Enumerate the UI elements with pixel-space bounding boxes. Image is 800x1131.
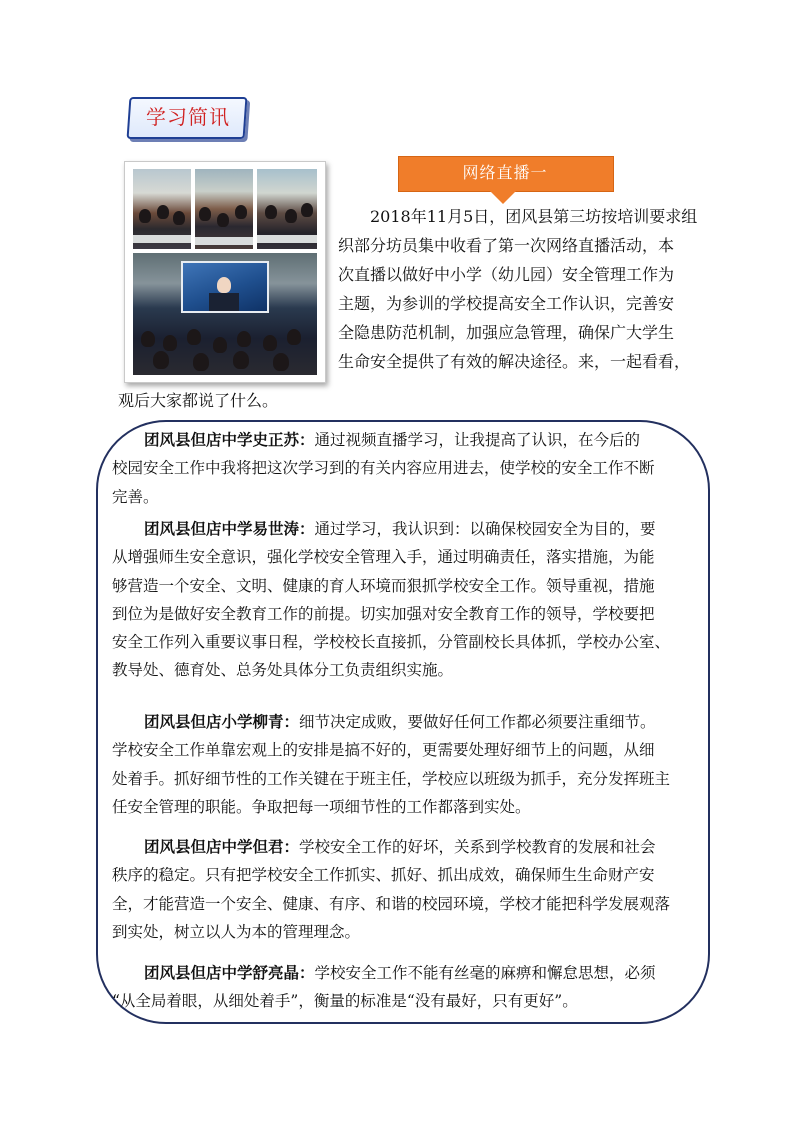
remark-text: 学校安全工作单靠宏观上的安排是搞不好的，更需要处理好细节上的问题，从细 [112,741,655,760]
remark-text: 学校安全工作不能有丝毫的麻痹和懈怠思想，必须 [314,964,656,982]
classroom-photo-1 [133,169,191,249]
remark-text: 完善。 [112,487,159,506]
banner-title: 网络直播一 [462,163,548,182]
projection-screen [181,261,269,313]
intro-line: 2018年11月5日，团风县第三坊按培训要求组 [370,207,698,226]
intro-line: 全隐患防范机制，加强应急管理，确保广大学生 [338,323,675,342]
remark-text: 到实处，树立以人为本的管理理念。 [112,922,361,941]
speaker-name: 团风县但店中学但君： [144,838,300,856]
photo-collage [124,161,326,383]
remark-text: 通过学习，我认识到：以确保校园安全为目的，要 [314,520,656,538]
intro-line: 次直播以做好中小学（幼儿园）安全管理工作为 [338,265,675,284]
remark-shu-liangjing [112,959,680,1016]
remark-text: 任安全管理的职能。争取把每一项细节性的工作都落到实处。 [112,797,531,816]
banner-arrow [489,190,517,204]
remark-text: 通过视频直播学习，让我提高了认识，在今后的 [314,431,641,449]
intro-line: 生命安全提供了有效的解决途径。来，一起看看， [338,352,691,371]
remark-text: 细节决定成败，要做好任何工作都必须要注重细节。 [299,713,656,731]
remark-shi-zhengsu [112,426,680,511]
remark-dan-jun [112,833,680,946]
remark-liu-qing [112,708,680,821]
classroom-photo-2 [195,169,253,249]
remark-text: 教导处、德育处、总务处具体分工负责组织实施。 [112,661,454,680]
speaker-name: 团风县但店小学柳青： [144,713,300,731]
remark-text: “从全局着眼，从细处着手”，衡量的标准是“没有最好，只有更好”。 [112,992,578,1011]
remark-text: 安全工作列入重要议事日程，学校校长直接抓，分管副校长具体抓，学校办公室、 [112,633,671,652]
speaker-name: 团风县但店中学舒亮晶： [144,964,315,982]
section-title: 学习简讯 [146,105,230,129]
intro-line: 主题，为参训的学校提高安全工作认识，完善安 [338,294,675,313]
classroom-photo-3 [257,169,317,249]
remark-text: 从增强师生安全意识，强化学校安全管理入手，通过明确责任，落实措施，为能 [112,548,655,567]
remark-text: 到位为是做好安全教育工作的前提。切实加强对安全教育工作的领导，学校要把 [112,604,655,623]
remark-text: 全，才能营造一个安全、健康、有序、和谐的校园环境，学校才能把科学发展观落 [112,894,671,913]
remark-text: 学校安全工作的好坏，关系到学校教育的发展和社会 [299,838,656,856]
remark-text: 处着手。抓好细节性的工作关键在于班主任，学校应以班级为抓手，充分发挥班主 [112,769,671,788]
intro-line: 观后大家都说了什么。 [118,391,279,410]
remark-text: 秩序的稳定。只有把学校安全工作抓实、抓好、抓出成效，确保师生生命财产安 [112,866,655,885]
speaker-name: 团风县但店中学易世涛： [144,520,315,538]
intro-line: 织部分坊员集中收看了第一次网络直播活动，本 [338,236,675,255]
remark-yi-shitao [112,515,680,685]
remark-text: 够营造一个安全、文明、健康的育人环境而狠抓学校安全工作。领导重视，措施 [112,576,655,595]
remark-text: 校园安全工作中我将把这次学习到的有关内容应用进去，使学校的安全工作不断 [112,459,655,478]
speaker-name: 团风县但店中学史正苏： [144,431,315,449]
lecture-hall-photo [133,253,317,375]
